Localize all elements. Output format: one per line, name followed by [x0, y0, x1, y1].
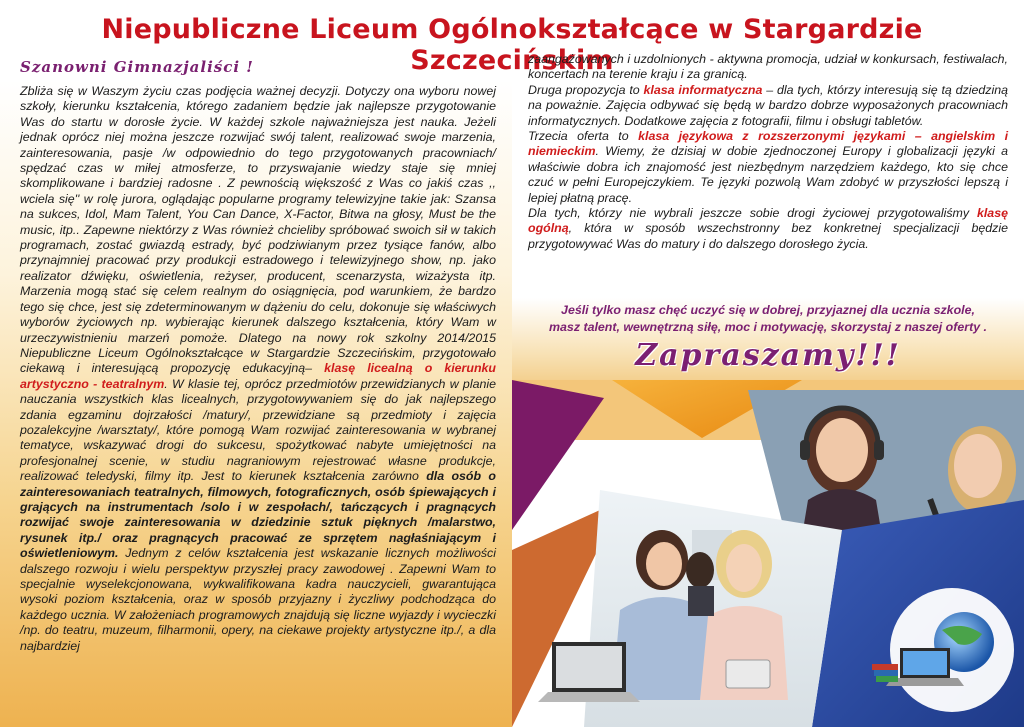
general-class-paragraph	[528, 206, 1008, 252]
language-class-text: . Wiemy, że dzisiaj w dobie zjednoczonej Europy i globalizacji języki a właściwie dobra ich znajomość jest niezbędnym narzędziem każdego, kto się chce czuć w pełni Europejczykiem. Te języki pozwolą Wam zdobyć w przyszłości lepszą i lepiej płatną pracę.	[528, 144, 1008, 205]
closing-invitation: Zapraszamy!!!	[635, 338, 901, 373]
general-class-intro: Dla tych, którzy nie wybrali jeszcze sobie drogi życiowej przygotowaliśmy	[528, 206, 970, 221]
general-class-text: , która w sposób wszechstronny bez konkretnej specjalizacji będzie przygotowywać Was do matury i do dalszego dorosłego życia.	[528, 221, 1008, 251]
greeting: Szanowni Gimnazjaliści !	[20, 58, 254, 76]
intro-paragraph	[20, 84, 496, 654]
general-class-highlight: klasę ogólną	[528, 206, 1008, 236]
language-class-highlight: klasa językowa z rozszerzonymi językami – angielskim i niemieckim	[528, 129, 1009, 159]
it-class-text: – dla tych, którzy interesują się tą dziedziną na poważnie. Zajęcia odbywać się będą w bardzo dobrze wyposażonych pracowniach informatycznych. Dodatkowe zajęcia z fotografii, filmu i obsługi tabletów.	[528, 82, 1008, 128]
invite-line-1: Jeśli tylko masz chęć uczyć się w dobrej, przyjaznej dla ucznia szkole,	[561, 303, 975, 317]
continuation-paragraph: zaangażowanych i uzdolnionych - aktywna promocja, udział w konkursach, festiwalach, koncertach na terenie kraju i za granicą.	[528, 52, 1008, 82]
language-class-paragraph	[528, 129, 1008, 206]
page-title: Niepubliczne Liceum Ogólnokształcące w Stargardzie Szczecińskim	[101, 14, 923, 76]
right-column-text	[528, 52, 1008, 252]
it-class-intro: Druga propozycja to	[528, 82, 640, 97]
artistic-class-text: . W klasie tej, oprócz przedmiotów przewidzianych w planie nauczania wszystkich klas licealnych, przygotowywaniem się do jak najlepszego zdania egzaminu dojrzałości /matury/, przewidziane są przedmioty i zajęcia pozalekcyjne /warsztaty/, które pomogą Wam rozwijać zainteresowania w wybranej tematyce, wskazywać drogi do sukcesu, spożytkować nabyte umiejętności na profesjonalnej scenie, w studiu nagraniowym rejestrować własne produkcje, realizować teledyski, filmy itp. Jest to kierunek kształcenia zarówno	[20, 376, 497, 484]
invite-line-2: masz talent, wewnętrzną siłę, moc i motywację, skorzystaj z naszej oferty .	[549, 320, 987, 334]
it-class-highlight: klasa informatyczna	[643, 82, 763, 97]
target-audience-text: dla osób o zainteresowaniach teatralnych, filmowych, fotograficznych, osób śpiewających i grających na instrumentach /solo i w zespołach/, tańczących i pragnących rozwijać swoje zainteresowania w dziedzinie sztuk pięknych /malarstwo, rysunek itp./ oraz pragnących pracować ze sprzętem nagłaśniającym i oświetleniowym.	[20, 469, 496, 561]
language-class-intro: Trzecia oferta to	[528, 129, 629, 144]
invite-text	[520, 302, 1016, 336]
intro-text: Zbliża się w Waszym życiu czas podjęcia ważnej decyzji. Dotyczy ona wyboru nowej szkoły, kierunku kształcenia, którego zadaniem będzie jak najlepsze przygotowanie Was do startu w dorosłe życie. W każdej szkole najważniejsza jest nauka. Jeżeli jednak oprócz niej można jeszcze rozwijać swój talent, realizować swoje marzenia, zainteresowania, pasje /w odpowiednio do tego przygotowanych pracowniach/ spędzać czas w miłej atmosferze, to przyswajanie wiedzy staje się mniej skomplikowane i bardziej radosne . Z pewnością większość z Was co jakiś czas ,, wciela się'' w rolę jurora, oglądając popularne programy telewizyjne takie jak: Szansa na sukces, Idol, Mam Talent, You Can Dance, X-Factor, Bitwa na głosy, Must be the music, itp.. Zapewne niektórzy z Was również chcieliby spróbować swoich sił w takich programach, zostać gwiazdą estrady, być podziwianym przez tysiące fanów, albo przynajmniej pracować przy produkcji estradowego i telewizyjnego show, np. jako realizator dźwięku, oświetlenia, reżyser, producent, scenarzysta, wizażysta itp. Marzenia mogą stać się celem realnym do osiągnięcia, pod warunkiem, że bardzo tego się chce, jest się zdeterminowanym w dążeniu do celu, dokonuje się właściwych wyborów życiowych np. wybierając kierunek dalszego kształcenia, który Wam w urzeczywistnieniu marzeń pomoże. Dlatego na nowy rok szkolny 2014/2015 Niepubliczne Liceum Ogólnokształcące w Stargardzie Szczecińskim, przygotowało ciekawą i interesującą propozycję edukacyjną–	[20, 84, 496, 376]
goals-text: Jednym z celów kształcenia jest wskazanie licznych możliwości dalszego rozwoju i wielu perspektyw przyszłej pracy zawodowej . Zapewni Wam to specjalnie wyselekcjonowana, wykwalifikowana kadra nauczycieli, gwarantująca wysoki poziom kształcenia, oraz w sposób przyjazny i życzliwy podchodząca do każdego ucznia. W założeniach programowych znajdują się liczne wyjazdy i wycieczki /np. do teatru, muzeum, filharmonii, opery, na ciekawe projekty artystyczne itp./, a dla najbardziej	[20, 546, 496, 653]
left-column-text	[20, 84, 496, 654]
it-class-paragraph	[528, 83, 1008, 129]
artistic-class-highlight: klasę licealną o kierunku artystyczno - teatralnym	[20, 361, 496, 391]
photo-collage	[512, 380, 1024, 727]
